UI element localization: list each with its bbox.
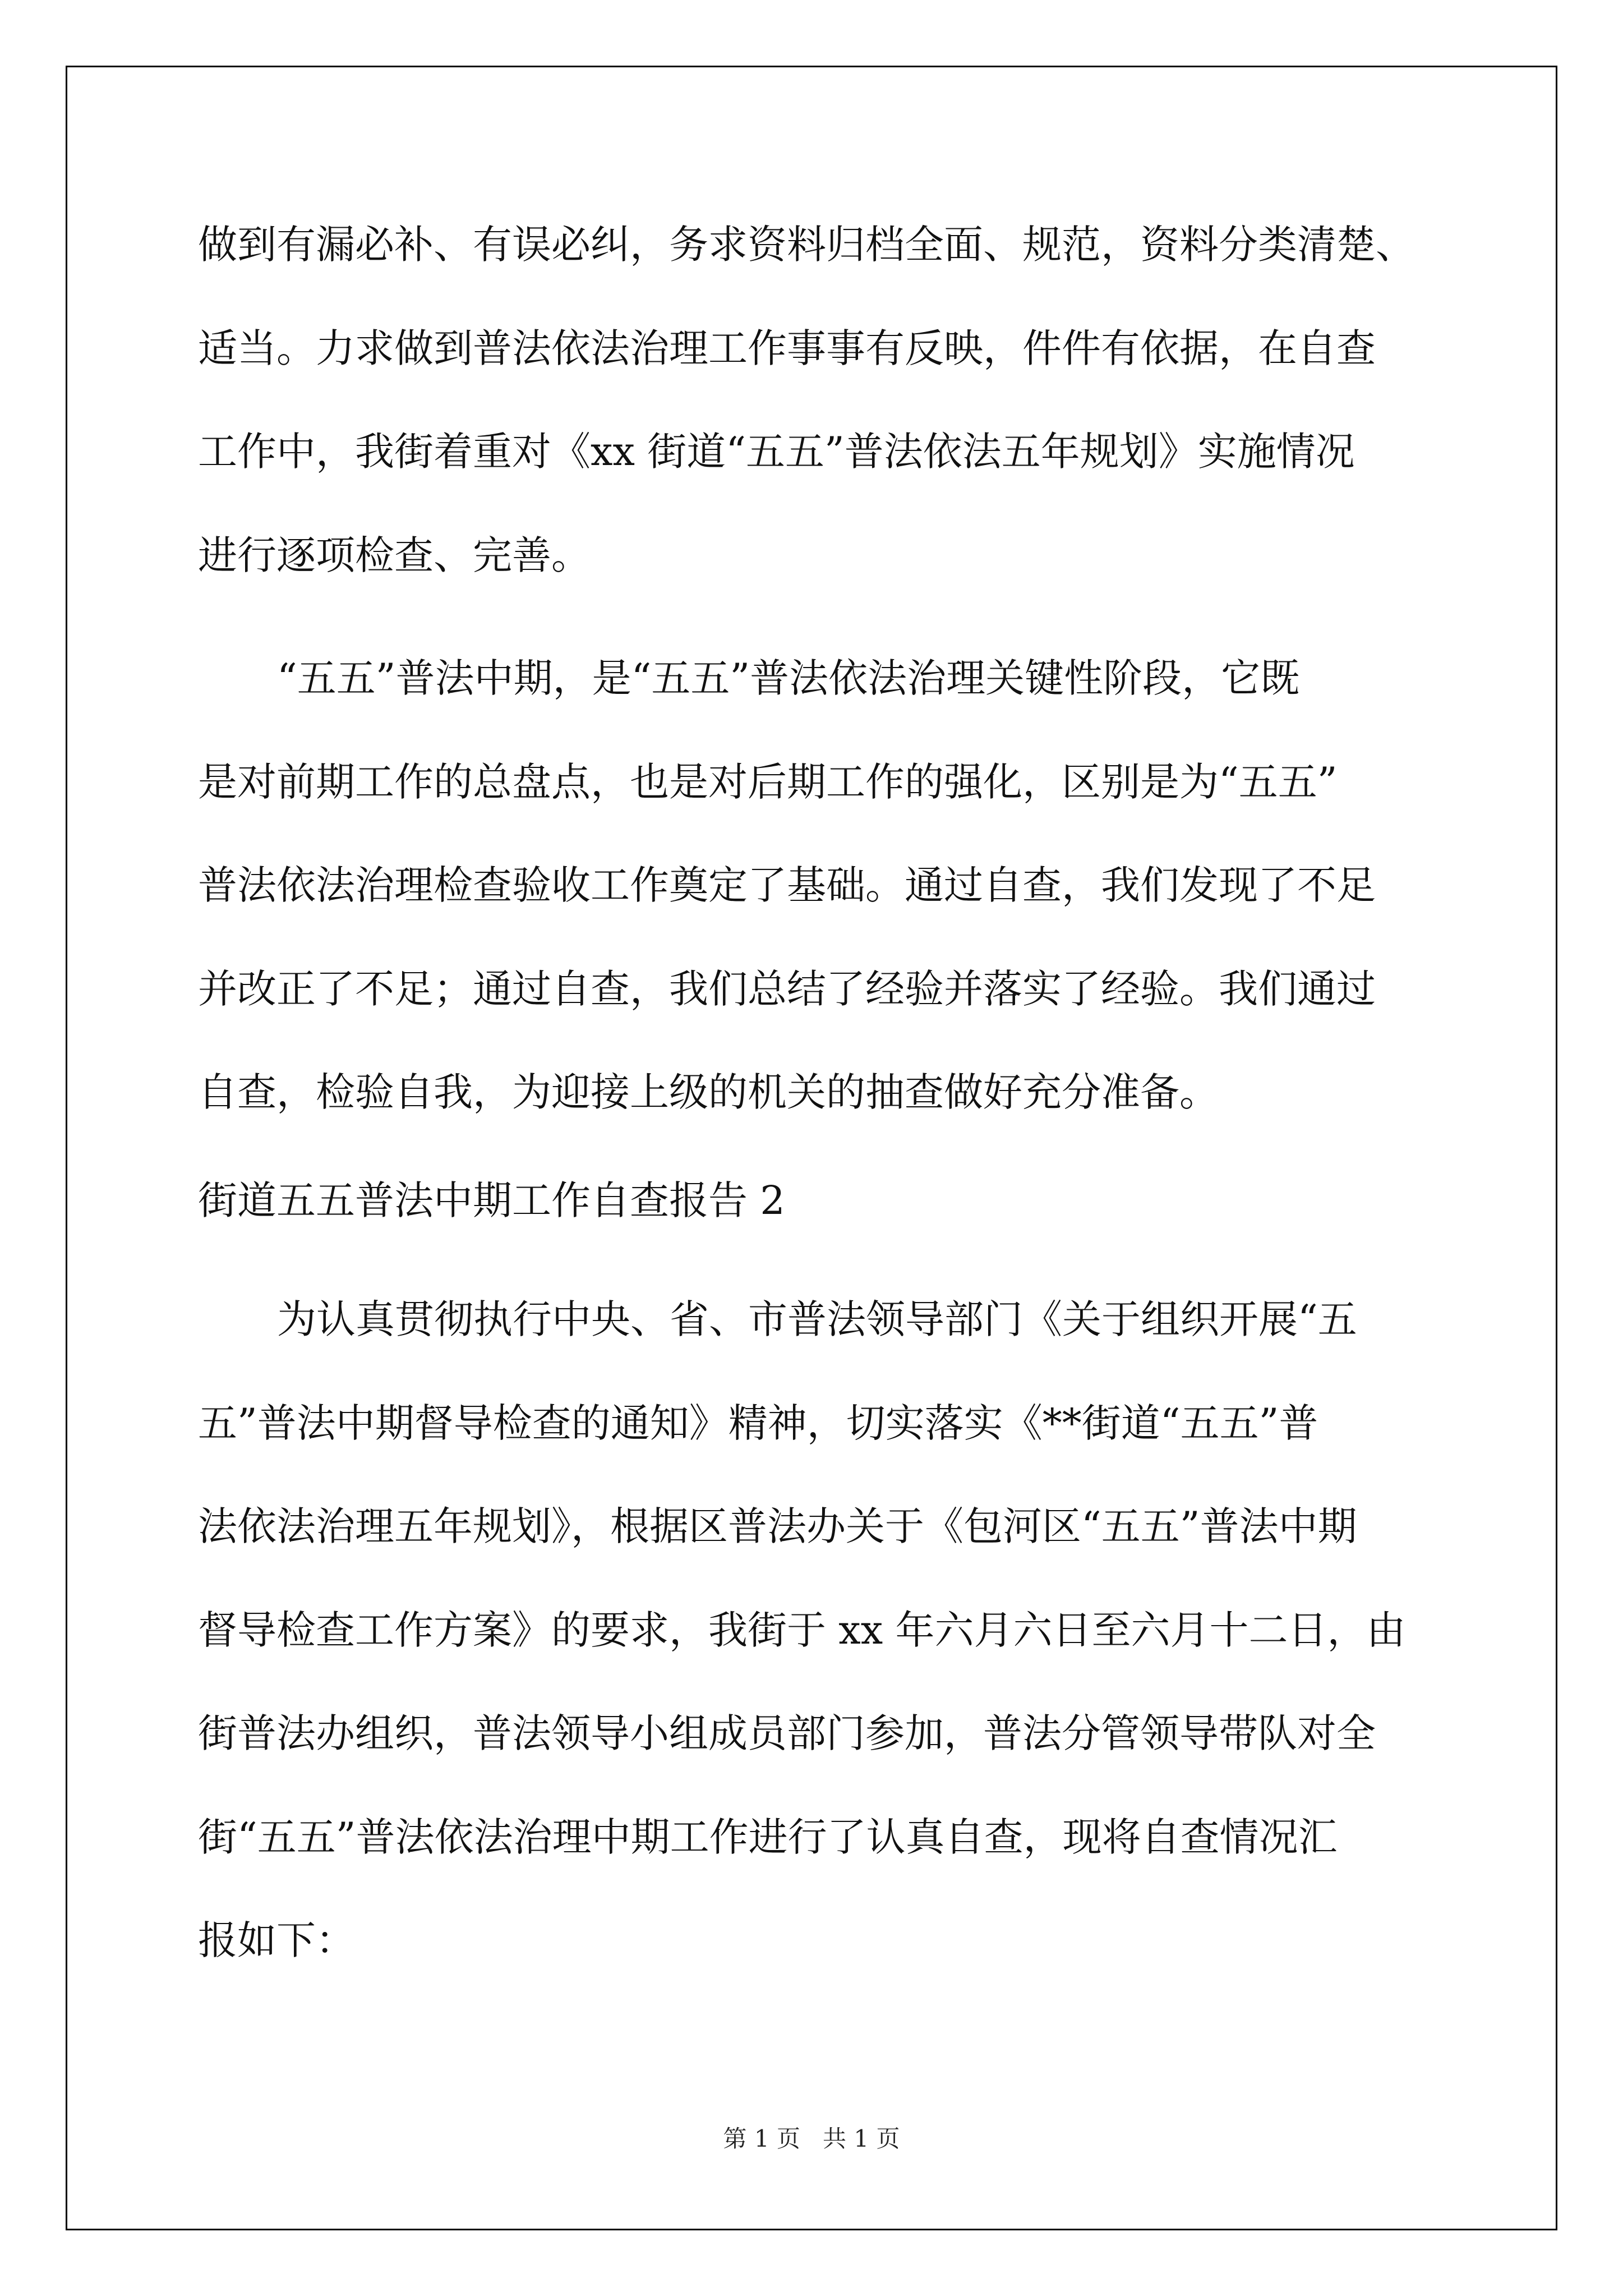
section-heading: 街道五五普法中期工作自查报告 2 — [198, 1177, 785, 1223]
paragraph-2-line-5: 自查，检验自我，为迎接上级的机关的抽查做好充分准备。 — [198, 1069, 1219, 1115]
paragraph-3-line-7: 报如下： — [198, 1917, 355, 1963]
paragraph-2-line-1: “五五”普法中期，是“五五”普法依法治理关键性阶段，它既 — [277, 655, 1300, 701]
paragraph-3-line-4: 督导检查工作方案》的要求，我街于 xx 年六月六日至六月十二日，由 — [198, 1607, 1406, 1653]
paragraph-2-line-4: 并改正了不足；通过自查，我们总结了经验并落实了经验。我们通过 — [198, 966, 1376, 1012]
paragraph-1-line-1: 做到有漏必补、有误必纠，务求资料归档全面、规范，资料分类清楚、 — [198, 222, 1415, 268]
paragraph-2-line-3: 普法依法治理检查验收工作奠定了基础。通过自查，我们发现了不足 — [198, 862, 1376, 908]
paragraph-2-line-2: 是对前期工作的总盘点，也是对后期工作的强化，区别是为“五五” — [198, 759, 1338, 805]
paragraph-3-line-3: 法依法治理五年规划》，根据区普法办关于《包河区“五五”普法中期 — [198, 1503, 1357, 1549]
paragraph-3-line-1: 为认真贯彻执行中央、省、市普法领导部门《关于组织开展“五 — [277, 1296, 1357, 1342]
page-frame — [66, 66, 1557, 2230]
paragraph-1-line-4: 进行逐项检查、完善。 — [198, 532, 591, 578]
page-number-footer: 第 1 页 共 1 页 — [723, 2125, 900, 2152]
paragraph-3-line-5: 街普法办组织，普法领导小组成员部门参加，普法分管领导带队对全 — [198, 1710, 1376, 1756]
paragraph-1-line-3: 工作中，我街着重对《xx 街道“五五”普法依法五年规划》实施情况 — [198, 429, 1355, 475]
paragraph-1-line-2: 适当。力求做到普法依法治理工作事事有反映，件件有依据，在自查 — [198, 325, 1376, 371]
paragraph-3-line-6: 街“五五”普法依法治理中期工作进行了认真自查，现将自查情况汇 — [198, 1814, 1338, 1860]
paragraph-3-line-2: 五”普法中期督导检查的通知》精神，切实落实《**街道“五五”普 — [198, 1400, 1318, 1446]
